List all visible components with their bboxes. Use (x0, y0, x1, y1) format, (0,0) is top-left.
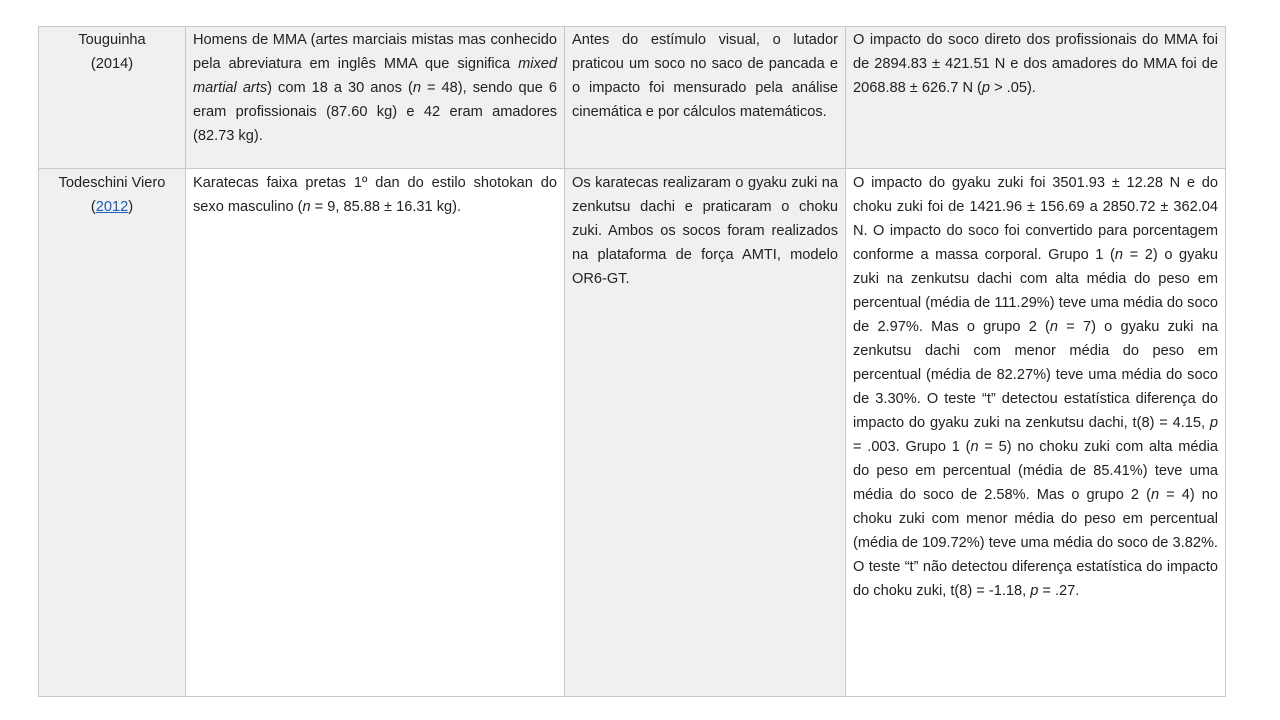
method-cell (565, 169, 846, 697)
sample-cell (186, 169, 565, 697)
seg: = 4) no choku zuki com menor média do peso em percentual (média de 109.72%) teve uma média do soco de 3.82%. O teste “t” não detectou diferença estatística do impacto do choku zuki, t(8) = -1.18, (853, 487, 1218, 599)
result-cell (846, 169, 1226, 697)
seg: n (412, 80, 421, 96)
studies-table (38, 26, 1226, 697)
seg: p (981, 80, 991, 96)
year-close: ) (128, 199, 134, 215)
author-name: Todeschini Viero (58, 175, 166, 191)
result-cell (846, 27, 1226, 169)
author-year: (2014) (90, 56, 134, 72)
seg: Homens de MMA (artes marciais mistas mas conhecido pela abreviatura em inglês MMA que significa (193, 32, 557, 72)
table-row (39, 27, 1226, 169)
seg: = 48), sendo que 6 eram profissionais (87.60 kg) e 42 eram amadores (82.73 kg). (193, 80, 558, 144)
year-citation-link[interactable]: 2012 (95, 199, 129, 215)
seg: Antes do estímulo visual, o lutador praticou um soco no saco de pancada e o impacto foi mensurado pela análise cinemática e por cálculos matemáticos. (572, 32, 838, 120)
seg: = 5) no choku zuki com alta média do peso em percentual (média de 85.41%) teve uma média do soco de 2.58%. Mas o grupo 2 ( (853, 439, 1218, 503)
seg: O impacto do gyaku zuki foi 3501.93 ± 12.28 N e do choku zuki foi de 1421.96 ± 156.69 a 2850.72 ± 362.04 N. O impacto do soco foi convertido para porcentagem conforme a massa corporal. Grupo 1 ( (853, 175, 1218, 263)
seg: n (970, 439, 979, 455)
author-cell (39, 27, 186, 169)
seg: > .05). (990, 80, 1036, 96)
seg: n (1049, 319, 1059, 335)
method-cell (565, 27, 846, 169)
author-cell (39, 169, 186, 697)
seg: = 9, 85.88 ± 16.31 kg). (310, 199, 462, 215)
seg: p (1209, 415, 1218, 431)
author-name: Touguinha (78, 32, 146, 48)
seg: = 7) o gyaku zuki na zenkutsu dachi com menor média do peso em percentual (média de 82.27%) teve uma média do soco de 3.30%. O teste “t” detectou estatística diferença do impacto do gyaku zuki na zenkutsu dachi, t(8) = 4.15, (853, 319, 1218, 431)
seg: p (1030, 583, 1039, 599)
seg: Karatecas faixa pretas 1º dan do estilo shotokan do sexo masculino ( (193, 175, 557, 215)
seg: n (302, 199, 311, 215)
seg: O impacto do soco direto dos profissionais do MMA foi de 2894.83 ± 421.51 N e dos amadores do MMA foi de 2068.88 ± 626.7 N ( (853, 32, 1218, 96)
seg: n (1114, 247, 1124, 263)
seg: mixed martial arts (193, 56, 557, 96)
seg: = .003. Grupo 1 ( (853, 439, 971, 455)
year-open: ( (90, 199, 96, 215)
sample-cell (186, 27, 565, 169)
seg: Os karatecas realizaram o gyaku zuki na zenkutsu dachi e praticaram o choku zuki. Ambos os socos foram realizados na plataforma de força AMTI, modelo OR6-GT. (572, 175, 838, 287)
seg: ) com 18 a 30 anos ( (267, 80, 413, 96)
seg: = 2) o gyaku zuki na zenkutsu dachi com alta média do peso em percentual (média de 111.29%) teve uma média do soco de 2.97%. Mas o grupo 2 ( (853, 247, 1218, 335)
seg: = .27. (1038, 583, 1080, 599)
seg: n (1150, 487, 1160, 503)
table-row (39, 169, 1226, 697)
author-year (41, 195, 183, 219)
